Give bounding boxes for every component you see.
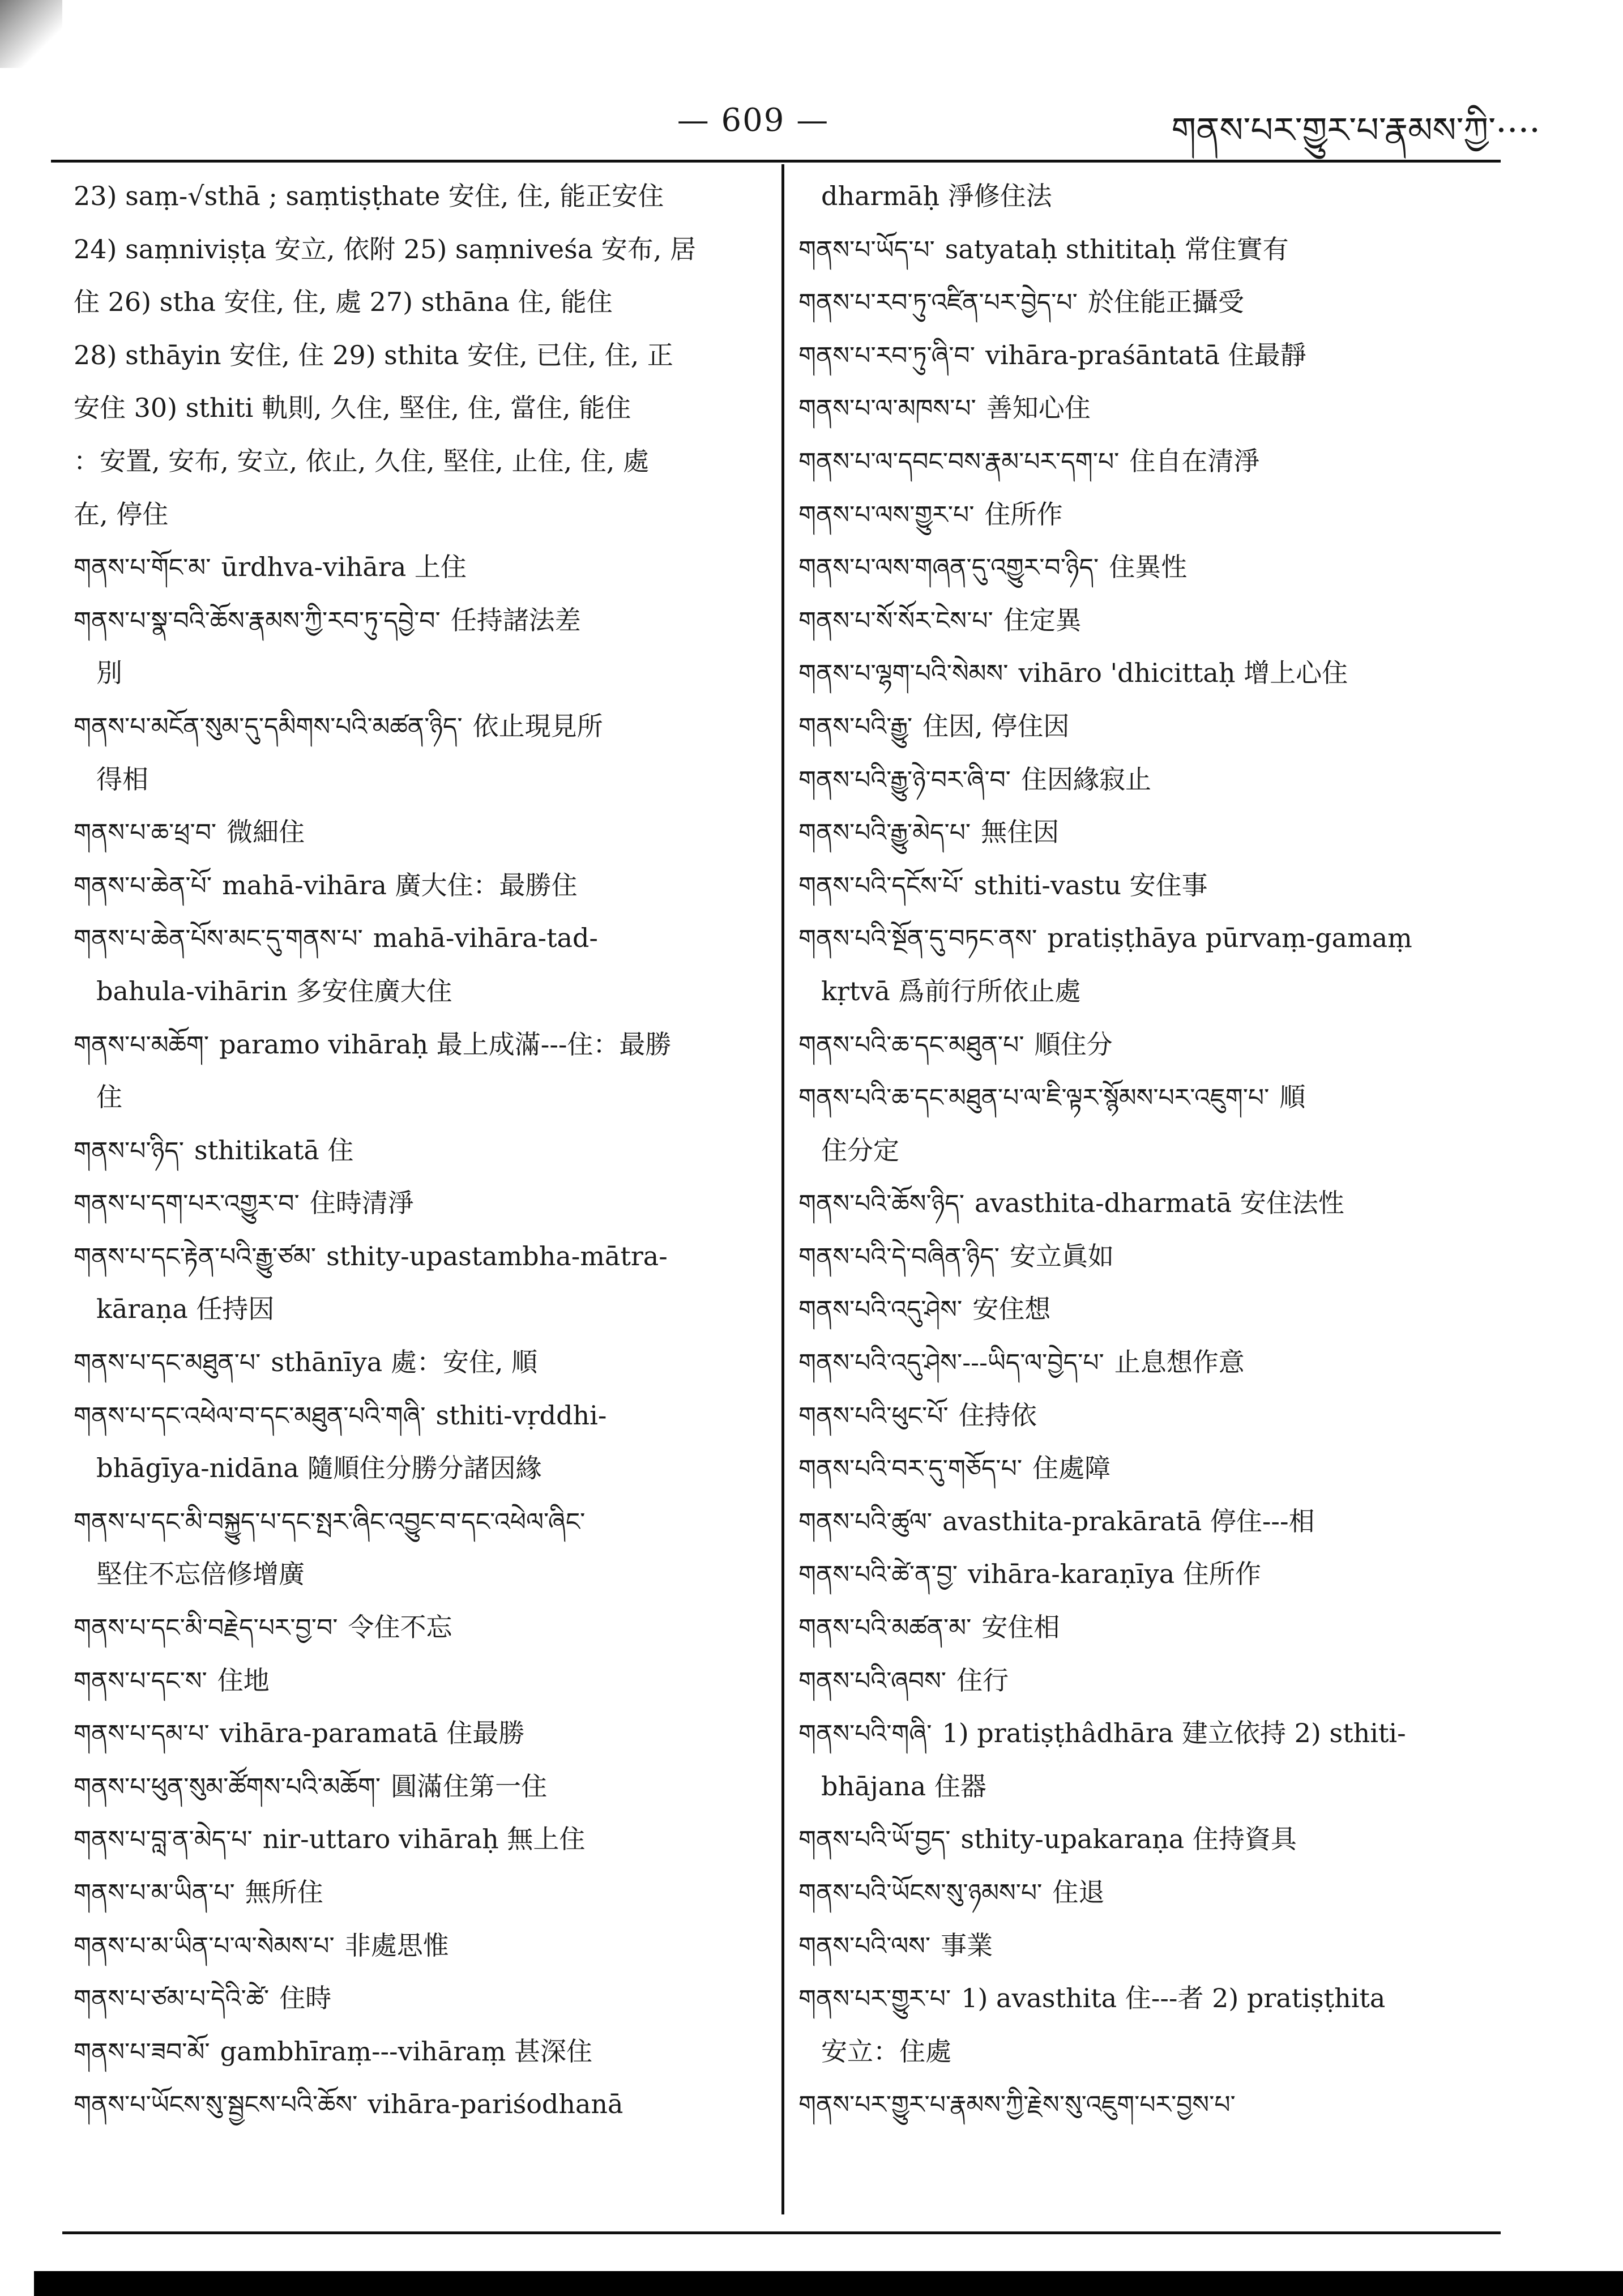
entry-text: 依止現見所 <box>472 710 603 741</box>
tibetan-headword: གནས་པ་དག་པར་འགྱུར་བ་ <box>74 1189 300 1219</box>
tibetan-headword: གནས་པའི་དེ་བཞིན་ཉིད་ <box>798 1242 1000 1271</box>
tibetan-headword: གནས་པ་མངོན་སུམ་དུ་དམིགས་པའི་མཚན་ཉིད་ <box>74 712 463 741</box>
entry-text: sthānīya 處：安住, 順 <box>271 1347 538 1378</box>
entry-text: sthiti-vṛddhi- <box>435 1399 607 1431</box>
entry-text: 無所住 <box>245 1877 323 1907</box>
dictionary-line <box>74 912 770 965</box>
dictionary-line <box>74 859 770 912</box>
tibetan-headword: གནས་པ་ལས་གཞན་དུ་འགྱུར་བ་ཉིད་ <box>798 553 1099 583</box>
dictionary-line <box>74 1707 770 1760</box>
dictionary-line <box>74 647 770 700</box>
dictionary-line <box>798 329 1501 382</box>
tibetan-headword: གནས་པའི་འདུ་ཤེས་---ཡིད་ལ་བྱེད་པ་ <box>798 1348 1104 1378</box>
entry-text: 非處思惟 <box>344 1930 449 1961</box>
dictionary-line <box>798 806 1501 859</box>
entry-text: 住時 <box>279 1983 332 2014</box>
entry-text: 住退 <box>1052 1877 1105 1907</box>
dictionary-line <box>798 700 1501 753</box>
tibetan-headword: གནས་པ་ལས་གྱུར་པ་ <box>798 500 975 530</box>
dictionary-line <box>798 223 1501 276</box>
entry-text: 善知心住 <box>986 392 1091 424</box>
entry-text: 住因, 停住因 <box>922 710 1070 741</box>
tibetan-headword: གནས་པ་ཡོད་པ་ <box>798 235 935 264</box>
entry-text: 住自在清淨 <box>1129 445 1260 476</box>
entry-text: nir-uttaro vihāraḥ 無上住 <box>262 1824 586 1855</box>
tibetan-headword: གནས་པ་ཕུན་སུམ་ཚོགས་པའི་མཆོག་ <box>74 1772 381 1802</box>
dictionary-line <box>74 435 770 488</box>
entry-text: paramo vihāraḥ 最上成滿---住：最勝 <box>219 1028 672 1060</box>
dictionary-line <box>74 488 770 541</box>
entry-text: 別 <box>96 658 122 689</box>
dictionary-line <box>74 753 770 806</box>
entry-text: 1) pratiṣṭhâdhāra 建立依持 2) sthiti- <box>942 1718 1406 1749</box>
tibetan-headword: གནས་པ་ཆེན་པོ་ <box>74 871 212 901</box>
tibetan-headword: གནས་པའི་རྒྱུ་མེད་པ་ <box>798 818 971 848</box>
dictionary-line <box>798 1442 1501 1495</box>
dictionary-line <box>74 1866 770 1919</box>
entry-text: 住持依 <box>958 1399 1037 1431</box>
entry-text: ūrdhva-vihāra 上住 <box>221 552 467 583</box>
entry-text: 微細住 <box>227 817 305 848</box>
dictionary-line <box>798 1124 1501 1177</box>
dictionary-line <box>798 1018 1501 1072</box>
dictionary-line <box>74 1919 770 1973</box>
left-column <box>74 170 770 2131</box>
entry-text: sthiti-vastu 安住事 <box>973 869 1208 901</box>
entry-text: 止息想作意 <box>1114 1347 1245 1378</box>
entry-text: 住地 <box>217 1665 270 1696</box>
tibetan-headword: གནས་པའི་མཚན་མ་ <box>798 1614 972 1643</box>
dictionary-line <box>74 170 770 223</box>
entry-text: 住處障 <box>1032 1453 1111 1484</box>
tibetan-headword: གནས་པ་དང་ས་ <box>74 1666 207 1696</box>
entry-text: 事業 <box>941 1930 993 1961</box>
tibetan-headword: གནས་པ་ཆེན་པོས་མང་དུ་གནས་པ་ <box>74 924 363 954</box>
entry-text: avasthita-prakāratā 停住---相 <box>942 1505 1315 1537</box>
dictionary-line <box>74 1177 770 1230</box>
entry-text: 住所作 <box>984 498 1063 530</box>
dictionary-line <box>798 1707 1501 1760</box>
tibetan-headword: གནས་པར་གྱུར་པ་ <box>798 1985 951 2014</box>
entry-text: sthity-upakaraṇa 住持資具 <box>960 1824 1297 1855</box>
entry-text: vihāra-praśāntatā 住最靜 <box>985 339 1306 370</box>
entry-text: 安住相 <box>981 1612 1060 1643</box>
entry-text: dharmāḥ 淨修住法 <box>821 181 1052 211</box>
dictionary-line <box>798 1548 1501 1601</box>
entry-text: 1) avasthita 住---者 2) pratiṣṭhita <box>961 1983 1386 2014</box>
dictionary-line <box>798 1283 1501 1336</box>
dictionary-line <box>74 1124 770 1177</box>
dictionary-line <box>74 1018 770 1072</box>
dictionary-line <box>74 276 770 329</box>
dictionary-line <box>74 1548 770 1601</box>
footer-rule <box>62 2231 1501 2234</box>
dictionary-line <box>798 1177 1501 1230</box>
tibetan-headword: གནས་པ་དང་འཕེལ་བ་དང་མཐུན་པའི་གཞི་ <box>74 1401 426 1431</box>
column-divider <box>781 164 784 2214</box>
entry-text: 住行 <box>956 1665 1009 1696</box>
dictionary-line <box>798 1813 1501 1866</box>
tibetan-headword: གནས་པའི་ཕུང་པོ་ <box>798 1401 949 1431</box>
tibetan-headword: གནས་པ་རབ་ཏུ་ཞི་བ་ <box>798 341 975 370</box>
dictionary-line <box>798 1336 1501 1389</box>
tibetan-headword: གནས་པའི་གཞི་ <box>798 1719 932 1749</box>
dictionary-line <box>798 1972 1501 2025</box>
entry-text: 順 <box>1279 1082 1306 1113</box>
scan-bottom-edge <box>34 2271 1623 2296</box>
entry-text: 任持諸法差 <box>450 604 581 635</box>
entry-text: kāraṇa 任持因 <box>96 1294 275 1325</box>
entry-text: 於住能正攝受 <box>1087 287 1244 318</box>
tibetan-headword: གནས་པ་དང་མཐུན་པ་ <box>74 1348 261 1378</box>
tibetan-headword: གནས་པ་བླ་ན་མེད་པ་ <box>74 1825 253 1855</box>
dictionary-line <box>74 594 770 647</box>
dictionary-line <box>74 1283 770 1336</box>
dictionary-line <box>74 1813 770 1866</box>
dictionary-line <box>798 382 1501 435</box>
entry-text: 住 <box>96 1082 122 1113</box>
entry-text: mahā-vihāra 廣大住：最勝住 <box>222 869 578 901</box>
tibetan-headword: གནས་པ་དང་རྟེན་པའི་རྒྱུ་ཙམ་ <box>74 1242 317 1271</box>
tibetan-headword: གནས་པ་རབ་ཏུ་འཛིན་པར་བྱེད་པ་ <box>798 288 1078 318</box>
dictionary-line <box>74 223 770 276</box>
dictionary-line <box>74 1389 770 1443</box>
entry-text: 堅住不忘倍修增廣 <box>96 1559 305 1590</box>
entry-text: 安立：住處 <box>821 2035 951 2067</box>
dictionary-line <box>798 541 1501 594</box>
dictionary-line <box>798 1654 1501 1708</box>
tibetan-headword: གནས་པའི་ཚུལ་ <box>798 1507 933 1537</box>
entry-text: 在, 停住 <box>74 498 169 530</box>
entry-text: 順住分 <box>1034 1028 1113 1060</box>
dictionary-line <box>798 2025 1501 2079</box>
entry-text: bhājana 住器 <box>821 1770 986 1802</box>
entry-text: 住時清淨 <box>309 1188 414 1219</box>
tibetan-headword: གནས་པར་གྱུར་པ་རྣམས་ཀྱི་རྗེས་སུ་འཇུག་པར་བྱས་པ་ <box>798 2090 1236 2120</box>
tibetan-headword: གནས་པའི་ཆ་དང་མཐུན་པ་ལ་ཇི་ལྟར་སྙོམས་པར་འཇུག་པ་ <box>798 1083 1270 1113</box>
dictionary-line <box>74 382 770 435</box>
entry-text: avasthita-dharmatā 安住法性 <box>974 1188 1344 1219</box>
dictionary-line <box>74 1442 770 1495</box>
dictionary-line <box>74 2078 770 2131</box>
tibetan-headword: གནས་པ་ལྷག་པའི་སེམས་ <box>798 659 1009 689</box>
dictionary-line <box>74 1972 770 2025</box>
entry-text: satyataḥ sthititaḥ 常住實有 <box>945 233 1289 264</box>
entry-text: 住 26) stha 安住, 住, 處 27) sthāna 住, 能住 <box>74 287 613 318</box>
entry-text: vihāra-paramatā 住最勝 <box>219 1718 525 1749</box>
running-head: གནས་པར་གྱུར་པ་རྣམས་ཀྱི་···· <box>1171 109 1540 151</box>
header-rule <box>51 160 1501 163</box>
tibetan-headword: གནས་པའི་ཆ་དང་མཐུན་པ་ <box>798 1030 1024 1060</box>
tibetan-headword: གནས་པའི་ཚེ་ན་བྱ་ <box>798 1560 958 1590</box>
entry-text: 住異性 <box>1109 552 1188 583</box>
entry-text: kṛtvā 爲前行所依止處 <box>821 975 1081 1006</box>
entry-text: vihāro 'dhicittaḥ 增上心住 <box>1018 658 1348 689</box>
tibetan-headword: གནས་པ་ཉིད་ <box>74 1136 184 1166</box>
dictionary-line <box>798 1866 1501 1919</box>
dictionary-line <box>798 1495 1501 1548</box>
tibetan-headword: གནས་པ་མ་ཡིན་པ་ <box>74 1879 235 1907</box>
tibetan-headword: གནས་པ་ཟབ་མོ་ <box>74 2037 210 2067</box>
dictionary-line <box>798 2078 1501 2131</box>
tibetan-headword: གནས་པའི་བར་དུ་གཅོད་པ་ <box>798 1454 1023 1484</box>
dictionary-line <box>798 1601 1501 1654</box>
dictionary-line <box>798 1919 1501 1973</box>
right-column <box>798 170 1501 2131</box>
tibetan-headword: གནས་པ་ཆ་ཕྲ་བ་ <box>74 818 217 848</box>
entry-text: bahula-vihārin 多安住廣大住 <box>96 975 452 1006</box>
page-number: — 609 — <box>677 102 830 139</box>
tibetan-headword: གནས་པ་ལ་དབང་བས་རྣམ་པར་དག་པ་ <box>798 447 1120 476</box>
dictionary-line <box>74 1760 770 1813</box>
tibetan-headword: གནས་པའི་འདུ་ཤེས་ <box>798 1295 963 1325</box>
tibetan-headword: གནས་པ་དང་མི་བསྐྱུད་པ་དང་སྤར་ཞིང་འབྱུང་བ་དང་འཕེལ་ཞིང་ <box>74 1507 586 1537</box>
dictionary-line <box>798 1389 1501 1443</box>
entry-text: vihāra-pariśodhanā <box>368 2089 623 2120</box>
tibetan-headword: གནས་པའི་ཡོངས་སུ་ཉམས་པ་ <box>798 1879 1043 1907</box>
dictionary-line <box>74 1601 770 1654</box>
entry-text: sthity-upastambha-mātra- <box>326 1240 668 1271</box>
entry-text: 令住不忘 <box>348 1612 452 1643</box>
tibetan-headword: གནས་པ་ཡོངས་སུ་སྦྱངས་པའི་ཆོས་ <box>74 2090 358 2120</box>
tibetan-headword: གནས་པའི་ལས་ <box>798 1931 931 1961</box>
tibetan-headword: གནས་པ་གོང་མ་ <box>74 553 211 583</box>
entry-text: 安立眞如 <box>1010 1240 1114 1271</box>
dictionary-line <box>798 435 1501 488</box>
dictionary-line <box>74 965 770 1018</box>
tibetan-headword: གནས་པའི་རྒྱུ་ <box>798 712 913 741</box>
tibetan-headword: གནས་པ་ལ་མཁས་པ་ <box>798 394 976 424</box>
tibetan-headword: གནས་པའི་ཞབས་ <box>798 1666 947 1696</box>
entry-text: 23) saṃ-√sthā ; saṃtiṣṭhate 安住, 住, 能正安住 <box>74 181 664 211</box>
tibetan-headword: གནས་པའི་ཆོས་ཉིད་ <box>798 1189 964 1219</box>
tibetan-headword: གནས་པའི་སྔོན་དུ་བཏང་ནས་ <box>798 924 1037 954</box>
entry-text: vihāra-karaṇīya 住所作 <box>968 1559 1261 1590</box>
entry-text: 得相 <box>96 763 148 795</box>
dictionary-line <box>798 1760 1501 1813</box>
tibetan-headword: གནས་པ་མཆོག་ <box>74 1030 210 1060</box>
dictionary-line <box>798 859 1501 912</box>
entry-text: 住分定 <box>821 1134 899 1166</box>
dictionary-line <box>798 170 1501 223</box>
dictionary-line <box>798 753 1501 806</box>
dictionary-line <box>798 1230 1501 1283</box>
tibetan-headword: གནས་པའི་དངོས་པོ་ <box>798 871 964 901</box>
entry-text: 住因緣寂止 <box>1020 763 1151 795</box>
dictionary-line <box>74 541 770 594</box>
entry-text: mahā-vihāra-tad- <box>373 923 598 954</box>
dictionary-line <box>798 276 1501 329</box>
dictionary-line <box>74 1654 770 1708</box>
dictionary-line <box>798 912 1501 965</box>
entry-text: 無住因 <box>981 817 1060 848</box>
dictionary-line <box>74 806 770 859</box>
dictionary-line <box>798 488 1501 541</box>
entry-text: pratiṣṭhāya pūrvaṃ-gamaṃ <box>1047 923 1412 954</box>
entry-text: bhāgīya-nidāna 隨順住分勝分諸因緣 <box>96 1453 542 1484</box>
dictionary-line <box>798 965 1501 1018</box>
entry-text: 圓滿住第一住 <box>391 1770 548 1802</box>
entry-text: 28) sthāyin 安住, 住 29) sthita 安住, 已住, 住, 正 <box>74 339 673 370</box>
dictionary-line <box>74 1071 770 1124</box>
tibetan-headword: གནས་པ་ཙམ་པ་དེའི་ཚེ་ <box>74 1985 270 2014</box>
tibetan-headword: གནས་པ་སྣ་བའི་ཆོས་རྣམས་ཀྱི་རབ་ཏུ་དབྱེ་བ་ <box>74 606 441 635</box>
entry-text: ：安置, 安布, 安立, 依止, 久住, 堅住, 止住, 住, 處 <box>74 445 649 476</box>
tibetan-headword: གནས་པ་དང་མི་བརྗེད་པར་བྱ་བ་ <box>74 1614 338 1643</box>
dictionary-line <box>74 1230 770 1283</box>
tibetan-headword: གནས་པ་སོ་སོར་ངེས་པ་ <box>798 606 993 635</box>
entry-text: 安住 30) sthiti 軌則, 久住, 堅住, 住, 當住, 能住 <box>74 392 631 424</box>
tibetan-headword: གནས་པ་དམ་པ་ <box>74 1719 210 1749</box>
tibetan-headword: གནས་པ་མ་ཡིན་པ་ལ་སེམས་པ་ <box>74 1931 335 1961</box>
tibetan-headword: གནས་པའི་རྒྱུ་ཉེ་བར་ཞི་བ་ <box>798 765 1011 795</box>
entry-text: sthitikatā 住 <box>194 1134 354 1166</box>
entry-text: 24) saṃniviṣṭa 安立, 依附 25) saṃniveśa 安布, 居 <box>74 233 696 264</box>
entry-text: 安住想 <box>972 1294 1051 1325</box>
dictionary-line <box>798 1071 1501 1124</box>
dictionary-line <box>74 700 770 753</box>
scan-corner-shadow <box>0 0 62 68</box>
dictionary-line <box>74 2025 770 2079</box>
dictionary-line <box>798 594 1501 647</box>
dictionary-line <box>74 329 770 382</box>
entry-text: 住定異 <box>1003 604 1082 635</box>
tibetan-headword: གནས་པའི་ཡོ་བྱད་ <box>798 1825 951 1855</box>
dictionary-line <box>74 1336 770 1389</box>
entry-text: gambhīraṃ---vihāraṃ 甚深住 <box>220 2035 592 2067</box>
dictionary-line <box>74 1495 770 1548</box>
dictionary-line <box>798 647 1501 700</box>
